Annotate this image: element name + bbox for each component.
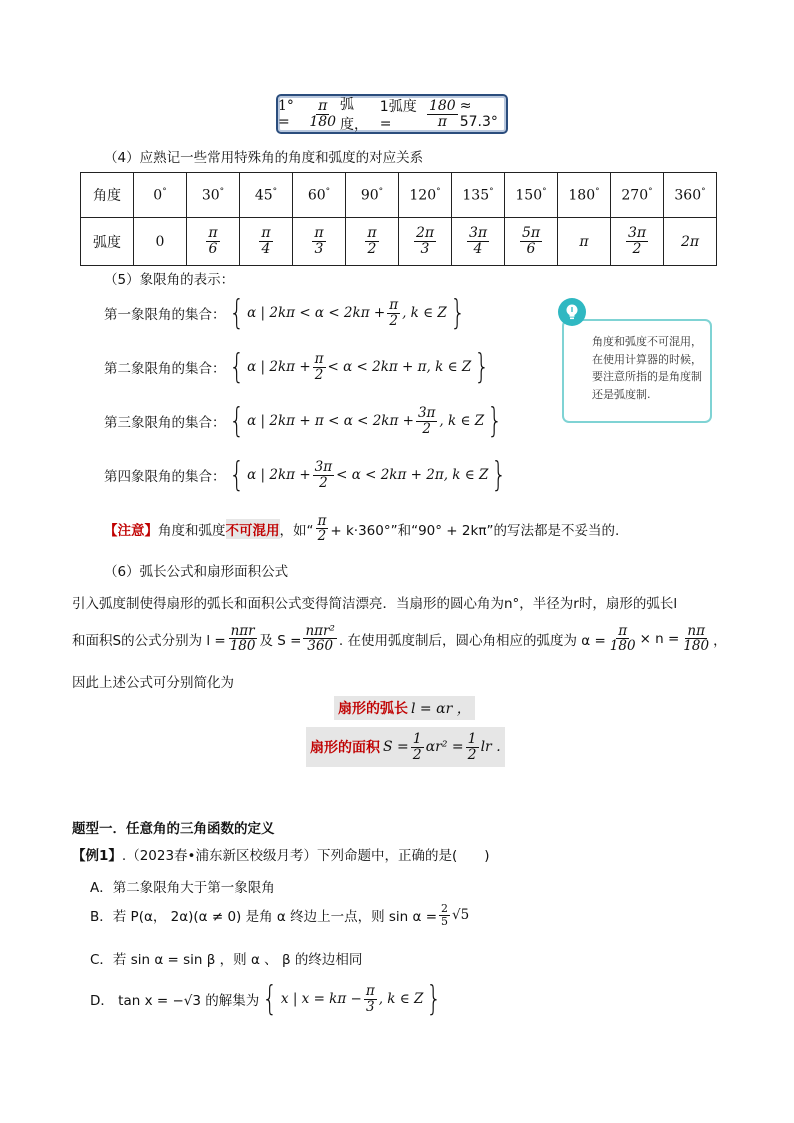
option-d-c: , k ∈ Z (378, 991, 424, 1007)
frac-den: π (437, 113, 447, 130)
frac-den: 2 (412, 746, 422, 763)
row-label: 角度 (81, 173, 134, 218)
left-brace-icon: { (228, 347, 244, 387)
tip-text: 角度和弧度不可混用，在使用计算器的时候，要注意所指的是角度制还是弧度制. (592, 335, 702, 401)
q1-label: 第一象限角的集合： (104, 307, 226, 323)
option-d-a: D． tan x = −√3 的解集为 (90, 993, 260, 1009)
q1-expr-b: , k ∈ Z (402, 305, 447, 321)
option-b-b: √5 (452, 907, 470, 924)
frac-num: π (318, 97, 328, 114)
q4-expr-a: α | 2kπ + (247, 467, 311, 483)
rad-val: π (579, 233, 589, 250)
item5-heading: （5）象限角的表示： (104, 272, 235, 288)
angle-radian-table (80, 172, 717, 266)
arc-length-formula (334, 696, 475, 720)
rad-cell (399, 218, 452, 266)
q3-set (104, 401, 506, 441)
frac-num: π (261, 225, 271, 242)
q3-frac (416, 406, 437, 435)
q3-expr-a: α | 2kπ + π < α < 2kπ + (247, 413, 414, 429)
note-highlight: 不可混用 (226, 519, 280, 539)
q1-expr-a: α | 2kπ < α < 2kπ + (247, 305, 386, 321)
deg-val: 45 (254, 187, 273, 204)
left-brace-icon: { (228, 401, 244, 441)
deg-mark: ° (436, 186, 441, 197)
note-t4: + k·360°”和“90° + 2kπ”的写法都是不妥当的. (330, 522, 620, 539)
row-label: 弧度 (81, 218, 134, 266)
rad-cell (187, 218, 240, 266)
deg-val: 90 (360, 187, 379, 204)
frac-den: 180 (309, 113, 337, 130)
deg-mark: ° (325, 186, 331, 197)
deg-mark: ° (219, 186, 225, 197)
tip-box (562, 319, 712, 423)
para-line1: 引入弧度制使得扇形的弧长和面积公式变得简洁漂亮．当扇形的圆心角为n°，半径为r时，扇形的弧长l (72, 596, 678, 612)
frac-den: 360 (307, 638, 334, 655)
deg-prefix: 1° = (278, 98, 294, 130)
frac-den: 2 (367, 241, 377, 257)
q1-frac (387, 298, 400, 327)
q4-set (104, 455, 510, 495)
deg-mark: ° (542, 186, 547, 197)
frac-den: 2 (314, 366, 324, 383)
q4-frac (313, 460, 334, 489)
frac-den: 6 (208, 241, 218, 257)
frac-num: π (618, 623, 628, 639)
deg-cell (134, 173, 187, 218)
deg-val: 135 (462, 187, 490, 204)
option-d (90, 979, 445, 1019)
option-b (90, 903, 469, 927)
right-brace-icon: } (426, 979, 442, 1019)
frac-den: 2 (389, 312, 398, 329)
note-tag: 【注意】 (104, 522, 158, 539)
option-a: A．第二象限角大于第一象限角 (90, 880, 275, 896)
deg-cell (664, 173, 717, 218)
section-heading: 题型一．任意角的三角函数的定义 (72, 821, 275, 837)
frac-den: 3 (314, 241, 324, 257)
left-brace-icon: { (228, 293, 244, 333)
para-l2d: × n = (639, 630, 680, 647)
deg-mark: ° (272, 186, 278, 197)
180-over-pi (427, 99, 458, 129)
rad-frac (206, 226, 219, 256)
q4-expr-b: < α < 2kπ + 2π, k ∈ Z (336, 467, 489, 483)
deg-cell (611, 173, 664, 218)
frac-den: 180 (229, 638, 256, 655)
deg-cell (240, 173, 293, 218)
half-frac (466, 732, 479, 762)
two-fifths-frac (439, 903, 450, 927)
deg-val: 0 (153, 187, 163, 204)
q2-expr-b: < α < 2kπ + π, k ∈ Z (327, 359, 472, 375)
sector-area-formula (306, 727, 505, 767)
half-frac (411, 732, 424, 762)
note-line (104, 514, 619, 543)
frac-den: 2 (319, 474, 328, 491)
frac-den: 6 (526, 241, 536, 257)
table-row (81, 173, 717, 218)
rad-val: 2π (680, 233, 700, 250)
frac-num: nπr² (305, 623, 335, 639)
deg-cell (293, 173, 346, 218)
rad-frac (365, 226, 378, 256)
pi-180-frac (608, 624, 638, 653)
arc-expr: l = αr ， (411, 701, 471, 717)
deg-mark: ° (489, 186, 494, 197)
rad-frac (626, 226, 648, 256)
table-row (81, 218, 717, 266)
deg-cell (399, 173, 452, 218)
para-l2b: 及 S = (259, 632, 302, 649)
rad-val: 0 (155, 233, 165, 250)
deg-mark: ° (162, 186, 167, 197)
q1-set (104, 293, 468, 333)
deg-val: 270 (621, 187, 649, 204)
lightbulb-glyph (564, 303, 580, 321)
deg-cell (346, 173, 399, 218)
deg-val: 180 (568, 187, 596, 204)
frac-num: 3π (314, 459, 333, 476)
frac-num: 2π (415, 225, 435, 242)
rad-frac (312, 226, 325, 256)
frac-num: π (367, 225, 377, 242)
deg-cell (558, 173, 611, 218)
rad-cell (240, 218, 293, 266)
area-c: lr . (480, 739, 501, 755)
frac-den: 5 (441, 914, 449, 928)
example-tag: 【例1】 (72, 848, 122, 864)
frac-den: 180 (683, 638, 710, 655)
frac-den: 180 (609, 638, 636, 655)
frac-num: nπ (687, 623, 705, 639)
frac-num: π (314, 351, 324, 368)
pi-over-180 (307, 99, 338, 129)
frac-den: 2 (317, 528, 327, 545)
right-brace-icon: } (474, 347, 490, 387)
frac-num: 2 (441, 902, 449, 915)
frac-den: 4 (473, 241, 483, 257)
rad-frac (520, 226, 542, 256)
q2-label: 第二象限角的集合： (104, 361, 226, 377)
right-brace-icon: } (487, 401, 503, 441)
item4-heading: （4）应熟记一些常用特殊角的角度和弧度的对应关系 (104, 150, 424, 166)
left-brace-icon: { (262, 979, 278, 1019)
conversion-formula-box (276, 94, 508, 134)
frac-num: 3π (417, 405, 436, 422)
deg-val: 360 (674, 187, 702, 204)
area-formula-frac (303, 624, 336, 653)
area-label: 扇形的面积 (310, 740, 380, 756)
frac-num: nπr (230, 623, 255, 639)
item6-heading: （6）弧长公式和扇形面积公式 (104, 564, 289, 580)
option-b-a: B．若 P(α， 2α)(α ≠ 0) 是角 α 终边上一点，则 sin α = (90, 909, 438, 926)
frac-num: π (389, 297, 399, 314)
frac-num: π (208, 225, 218, 242)
frac-num: π (317, 513, 327, 529)
deg-mark: ° (595, 186, 600, 197)
frac-den: 2 (422, 420, 431, 437)
frac-num: 180 (428, 97, 456, 114)
note-frac (316, 514, 329, 543)
npi-180-frac (681, 624, 711, 653)
deg-cell (505, 173, 558, 218)
q3-label: 第三象限角的集合： (104, 415, 226, 431)
area-a: S = (383, 739, 409, 755)
arc-label: 扇形的弧长 (338, 701, 408, 717)
example-line (72, 844, 490, 864)
note-t1: 角度和弧度 (158, 522, 226, 539)
rad-cell (664, 218, 717, 266)
rad-cell (558, 218, 611, 266)
q2-set (104, 347, 493, 387)
frac-den: 4 (261, 241, 271, 257)
rad-cell (452, 218, 505, 266)
frac-den: 2 (467, 746, 477, 763)
q2-expr-a: α | 2kπ + (247, 359, 311, 375)
deg-cell (187, 173, 240, 218)
example-text: .（2023春•浦东新区校级月考）下列命题中，正确的是( ) (121, 848, 490, 864)
right-brace-icon: } (491, 455, 507, 495)
frac-den: 3 (420, 241, 430, 257)
rad-cell (611, 218, 664, 266)
frac-den: 3 (365, 998, 375, 1015)
left-brace-icon: { (228, 455, 244, 495)
deg-mark: ° (648, 186, 653, 197)
pi-third-frac (364, 984, 377, 1013)
q3-expr-b: , k ∈ Z (439, 413, 485, 429)
deg-mark: ° (378, 186, 384, 197)
frac-num: 3π (627, 225, 647, 242)
para-l2a: 和面积S的公式分别为 l = (72, 632, 226, 649)
para-l2e: ， (713, 632, 727, 649)
arc-formula-frac (228, 624, 258, 653)
lightbulb-icon (558, 298, 586, 326)
one-rad: 1弧度 = (379, 99, 417, 132)
area-b: αr² = (425, 739, 464, 755)
rad-frac (414, 226, 436, 256)
deg-val: 150 (515, 187, 543, 204)
rad-frac (467, 226, 489, 256)
approx: ≈ 57.3° (459, 98, 498, 130)
rad-cell (134, 218, 187, 266)
note-t3: ，如“ (279, 522, 314, 539)
deg-mark: ° (701, 186, 706, 197)
option-d-b: x | x = kπ − (280, 991, 362, 1007)
para-l2c: . 在使用弧度制后，圆心角相应的弧度为 α = (338, 632, 606, 649)
q4-label: 第四象限角的集合： (104, 469, 226, 485)
para-line3: 因此上述公式可分别简化为 (72, 675, 234, 691)
frac-num: 3π (468, 225, 488, 242)
option-c: C．若 sin α = sin β ，则 α 、 β 的终边相同 (90, 952, 363, 968)
frac-num: 1 (467, 730, 477, 747)
deg-val: 60 (307, 187, 326, 204)
q2-frac (313, 352, 326, 381)
rad-word: 弧度， (340, 97, 369, 133)
para-line2 (72, 624, 727, 653)
frac-num: 1 (412, 730, 422, 747)
frac-num: π (365, 983, 375, 1000)
deg-val: 120 (409, 187, 437, 204)
rad-cell (505, 218, 558, 266)
right-brace-icon: } (450, 293, 466, 333)
frac-num: π (314, 225, 324, 242)
frac-den: 2 (632, 241, 642, 257)
rad-frac (259, 226, 272, 256)
deg-val: 30 (201, 187, 220, 204)
rad-cell (293, 218, 346, 266)
rad-cell (346, 218, 399, 266)
frac-num: 5π (521, 225, 541, 242)
deg-cell (452, 173, 505, 218)
